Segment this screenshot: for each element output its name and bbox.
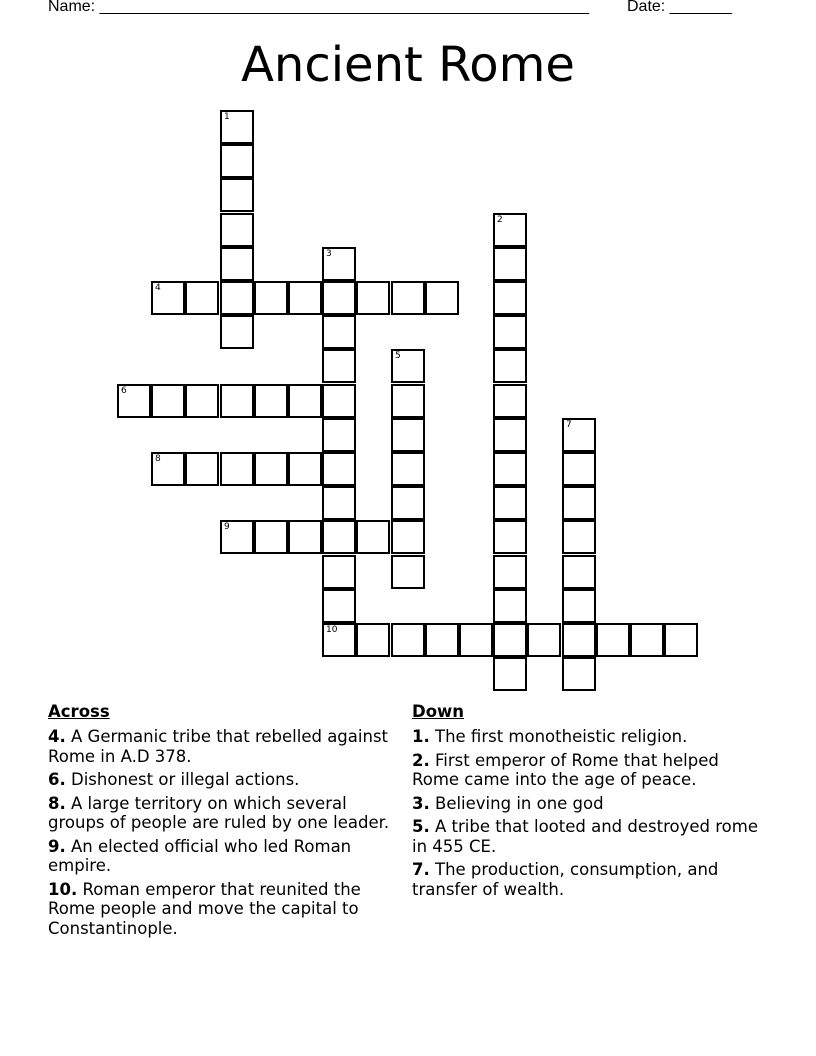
crossword-cell[interactable] — [220, 247, 254, 281]
crossword-cell[interactable] — [220, 213, 254, 247]
crossword-cell[interactable] — [493, 315, 527, 349]
crossword-cell[interactable] — [322, 486, 356, 520]
crossword-cell[interactable] — [493, 555, 527, 589]
clue-down-5 — [412, 817, 762, 856]
crossword-cell[interactable] — [493, 418, 527, 452]
clue-number-label: 3 — [326, 249, 332, 259]
crossword-cell[interactable] — [288, 452, 322, 486]
clue-text: First emperor of Rome that helped Rome came into the age of peace. — [412, 750, 719, 789]
crossword-cell[interactable] — [562, 418, 596, 452]
crossword-cell[interactable] — [527, 623, 561, 657]
crossword-cell[interactable] — [254, 452, 288, 486]
clue-number: 8. — [48, 793, 66, 813]
clue-text: A tribe that looted and destroyed rome in 455 CE. — [412, 817, 758, 856]
clue-text: An elected official who led Roman empire. — [48, 836, 352, 875]
crossword-cell[interactable] — [391, 452, 425, 486]
clue-text: Believing in one god — [435, 793, 604, 813]
crossword-cell[interactable] — [493, 213, 527, 247]
clue-number-label: 2 — [497, 215, 503, 225]
clue-down-3 — [412, 794, 762, 814]
clue-down-1 — [412, 727, 762, 747]
clue-text: A large territory on which several groups of people are ruled by one leader. — [48, 793, 390, 832]
crossword-cell[interactable] — [562, 486, 596, 520]
clue-number: 10. — [48, 879, 78, 899]
crossword-cell[interactable] — [493, 247, 527, 281]
clue-number-label: 10 — [326, 625, 338, 635]
crossword-cell[interactable] — [562, 555, 596, 589]
clue-text: The production, consumption, and transfer of wealth. — [412, 860, 719, 899]
clue-number: 4. — [48, 727, 66, 746]
clue-number-label: 9 — [224, 522, 230, 532]
crossword-cell[interactable] — [391, 418, 425, 452]
across-heading: Across — [48, 702, 110, 721]
crossword-cell[interactable] — [322, 281, 356, 315]
crossword-cell[interactable] — [391, 384, 425, 418]
crossword-cell[interactable] — [220, 315, 254, 349]
crossword-cell[interactable] — [391, 520, 425, 554]
crossword-cell[interactable] — [493, 349, 527, 383]
clue-number: 5. — [412, 817, 430, 836]
name-field[interactable]: Name: _______________________________________________________ — [48, 0, 589, 15]
clue-across-10 — [48, 880, 398, 939]
crossword-cell[interactable] — [322, 589, 356, 623]
crossword-cell[interactable] — [459, 623, 493, 657]
clue-number: 3. — [412, 793, 430, 813]
crossword-cell[interactable] — [220, 178, 254, 212]
crossword-cell[interactable] — [220, 520, 254, 554]
clue-across-8 — [48, 794, 398, 833]
crossword-cell[interactable] — [288, 281, 322, 315]
crossword-cell[interactable] — [254, 384, 288, 418]
crossword-cell[interactable] — [185, 281, 219, 315]
clue-across-4 — [48, 727, 398, 766]
crossword-cell[interactable] — [630, 623, 664, 657]
clue-down-2 — [412, 751, 762, 790]
crossword-cell[interactable] — [391, 349, 425, 383]
crossword-cell[interactable] — [664, 623, 698, 657]
across-clues — [48, 702, 398, 942]
crossword-cell[interactable] — [322, 384, 356, 418]
crossword-cell[interactable] — [185, 452, 219, 486]
crossword-cell[interactable] — [220, 281, 254, 315]
clue-text: Dishonest or illegal actions. — [71, 770, 300, 789]
crossword-cell[interactable] — [493, 520, 527, 554]
clue-number-label: 6 — [121, 386, 127, 396]
crossword-cell[interactable] — [493, 623, 527, 657]
clue-number-label: 5 — [395, 351, 401, 361]
clue-number-label: 7 — [566, 420, 572, 430]
clue-down-7 — [412, 860, 762, 899]
crossword-cell[interactable] — [322, 623, 356, 657]
crossword-cell[interactable] — [117, 384, 151, 418]
clue-number: 2. — [412, 750, 430, 770]
crossword-cell[interactable] — [356, 520, 390, 554]
clue-number-label: 1 — [224, 112, 230, 122]
crossword-cell[interactable] — [151, 281, 185, 315]
crossword-cell[interactable] — [220, 144, 254, 178]
crossword-cell[interactable] — [493, 384, 527, 418]
crossword-cell[interactable] — [391, 555, 425, 589]
crossword-cell[interactable] — [391, 486, 425, 520]
clue-across-9 — [48, 837, 398, 876]
crossword-cell[interactable] — [322, 247, 356, 281]
crossword-cell[interactable] — [562, 452, 596, 486]
crossword-cell[interactable] — [356, 281, 390, 315]
clue-number: 1. — [412, 727, 430, 746]
crossword-cell[interactable] — [493, 657, 527, 691]
crossword-cell[interactable] — [322, 520, 356, 554]
clue-text: The first monotheistic religion. — [435, 727, 688, 746]
crossword-cell[interactable] — [562, 520, 596, 554]
crossword-cell[interactable] — [185, 384, 219, 418]
crossword-cell[interactable] — [322, 452, 356, 486]
clue-number-label: 4 — [155, 283, 161, 293]
clue-number: 7. — [412, 860, 430, 879]
crossword-cell[interactable] — [322, 418, 356, 452]
crossword-cell[interactable] — [562, 589, 596, 623]
crossword-cell[interactable] — [493, 281, 527, 315]
down-heading: Down — [412, 702, 465, 721]
crossword-cell[interactable] — [254, 520, 288, 554]
crossword-cell[interactable] — [322, 555, 356, 589]
crossword-cell[interactable] — [425, 623, 459, 657]
crossword-cell[interactable] — [151, 452, 185, 486]
crossword-cell[interactable] — [356, 623, 390, 657]
crossword-cell[interactable] — [391, 623, 425, 657]
crossword-cell[interactable] — [322, 315, 356, 349]
crossword-cell[interactable] — [254, 281, 288, 315]
crossword-cell[interactable] — [391, 281, 425, 315]
crossword-cell[interactable] — [220, 110, 254, 144]
down-clues — [412, 702, 762, 903]
crossword-cell[interactable] — [493, 589, 527, 623]
crossword-cell[interactable] — [322, 349, 356, 383]
clue-number: 9. — [48, 836, 66, 856]
crossword-cell[interactable] — [288, 520, 322, 554]
crossword-cell[interactable] — [562, 657, 596, 691]
crossword-cell[interactable] — [493, 452, 527, 486]
clue-text: Roman emperor that reunited the Rome people and move the capital to Constantinople. — [48, 879, 361, 938]
crossword-cell[interactable] — [151, 384, 185, 418]
crossword-cell[interactable] — [220, 384, 254, 418]
crossword-cell[interactable] — [425, 281, 459, 315]
clue-number-label: 8 — [155, 454, 161, 464]
clue-across-6 — [48, 770, 398, 790]
crossword-cell[interactable] — [596, 623, 630, 657]
crossword-cell[interactable] — [562, 623, 596, 657]
clue-text: A Germanic tribe that rebelled against Rome in A.D 378. — [48, 727, 389, 766]
crossword-cell[interactable] — [493, 486, 527, 520]
clue-number: 6. — [48, 770, 66, 789]
crossword-cell[interactable] — [220, 452, 254, 486]
crossword-cell[interactable] — [288, 384, 322, 418]
date-field[interactable]: Date: _______ — [627, 0, 732, 15]
page-title: Ancient Rome — [241, 37, 575, 93]
